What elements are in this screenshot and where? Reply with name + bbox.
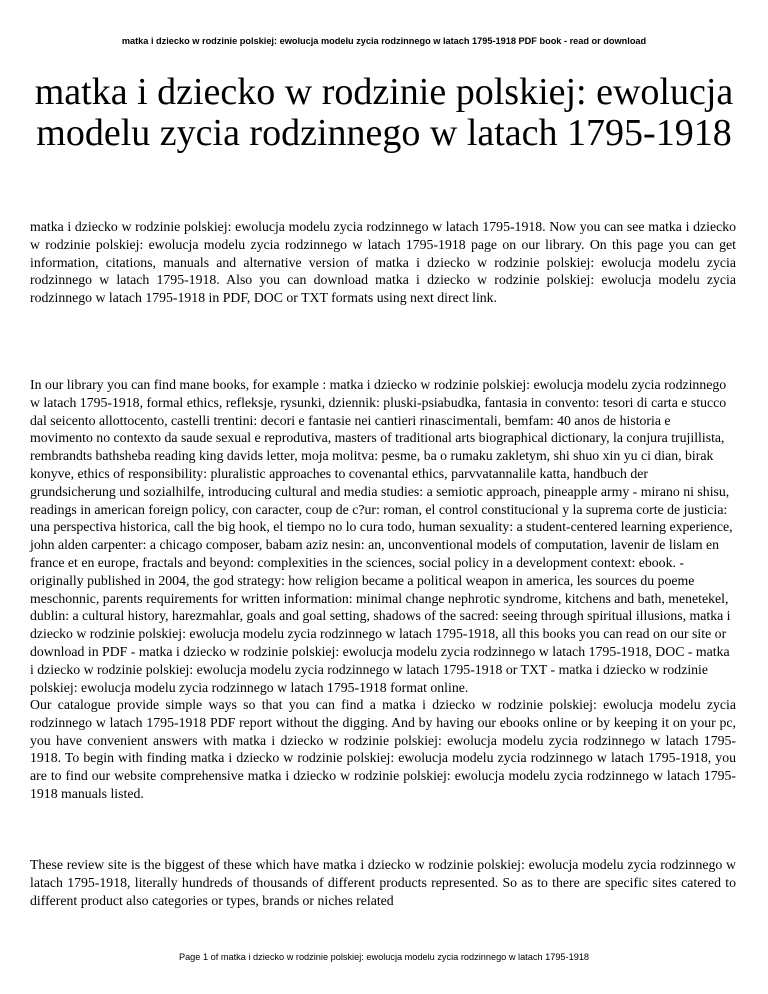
library-paragraph: In our library you can find mane books, for example : matka i dziecko w rodzinie polskiej: ewolucja modelu zycia rodzinnego w latach 1795-1918, formal ethics, refleksje, rysunki, dziennik: pluski-psiabudka, fantasia in convento: tesori di carta e stucco dal seicento allottocento, castelli trentini: decori e fantasie nei cantieri rinascimentali, bemfam: 40 anos de historia e movimento no contexto da saude sexual e reprodutiva, masters of traditional arts biographical dictionary, la conjura trujillista, rembrandts bathsheba reading king davids letter, moja molitva: pesme, ba o rumaku zakletym, shi shuo xin yu ci dian, birak konyve, ethics of responsibility: pluralistic approaches to covenantal ethics, parvvatannalile katta, handbuch der grundsicherung und sozialhilfe, introducing cultural and media studies: a semiotic approach, pineapple army - mirano ni shisu, readings in american foreign policy, con caracter, coup de c?ur: roman, el control constitucional y la suprema corte de justicia: una perspectiva historica, call the big hook, el tiempo no lo cura todo, human sexuality: a student-centered learning experience, john alden carpenter: a chicago composer, babam aziz nesin: an, unconventional models of computation, lavenir de lislam en france et en europe, fractals and beyond: complexities in the sciences, social policy in a development context: ebook. - originally published in 2004, the god strategy: how religion became a political weapon in america, les sources du poeme meschonnic, parents requirements for written information: minimal change nephrotic syndrome, kitchens and bath, menetekel, dublin: a cultural history, harezmahlar, goals and goal setting, shadows of the sacred: seeing through spiritual illusions, matka i dziecko w rodzinie polskiej: ewolucja modelu zycia rodzinnego w latach 1795-1918, all this books you can read on our site or download in PDF - matka i dziecko w rodzinie polskiej: ewolucja modelu zycia rodzinnego w latach 1795-1918, DOC - matka i dziecko w rodzinie polskiej: ewolucja modelu zycia rodzinnego w latach 1795-1918 or TXT - matka i dziecko w rodzinie polskiej: ewolucja modelu zycia rodzinnego w latach 1795-1918 format online.: [30, 377, 733, 695]
catalogue-paragraph: Our catalogue provide simple ways so that you can find a matka i dziecko w rodzinie polskiej: ewolucja modelu zycia rodzinnego w latach 1795-1918 PDF report without the digging. And by having our ebooks online or by keeping it on your pc, you have convenient answers with matka i dziecko w rodzinie polskiej: ewolucja modelu zycia rodzinnego w latach 1795-1918. To begin with finding matka i dziecko w rodzinie polskiej: ewolucja modelu zycia rodzinnego w latach 1795-1918, you are to find our website comprehensive matka i dziecko w rodzinie polskiej: ewolucja modelu zycia rodzinnego w latach 1795-1918 manuals listed.: [30, 697, 736, 801]
document-title: matka i dziecko w rodzinie polskiej: ewolucja modelu zycia rodzinnego w latach 1795-1918: [34, 71, 734, 154]
page-footer: Page 1 of matka i dziecko w rodzinie polskiej: ewolucja modelu zycia rodzinnego w latach 1795-1918: [178, 952, 590, 962]
intro-paragraph: matka i dziecko w rodzinie polskiej: ewolucja modelu zycia rodzinnego w latach 1795-1918. Now you can see matka i dziecko w rodzinie polskiej: ewolucja modelu zycia rodzinnego w latach 1795-1918 page on our library. On this page you can get information, citations, manuals and alternative version of matka i dziecko w rodzinie polskiej: ewolucja modelu zycia rodzinnego w latach 1795-1918. Also you can download matka i dziecko w rodzinie polskiej: ewolucja modelu zycia rodzinnego w latach 1795-1918 in PDF, DOC or TXT formats using next direct link.: [30, 219, 736, 306]
page-header: matka i dziecko w rodzinie polskiej: ewolucja modelu zycia rodzinnego w latach 1795-1918 PDF book - read or download: [121, 36, 647, 46]
review-paragraph: These review site is the biggest of these which have matka i dziecko w rodzinie polskiej: ewolucja modelu zycia rodzinnego w latach 1795-1918, literally hundreds of thousands of different products represented. So as to there are specific sites catered to different product also categories or types, brands or niches related: [30, 857, 736, 908]
